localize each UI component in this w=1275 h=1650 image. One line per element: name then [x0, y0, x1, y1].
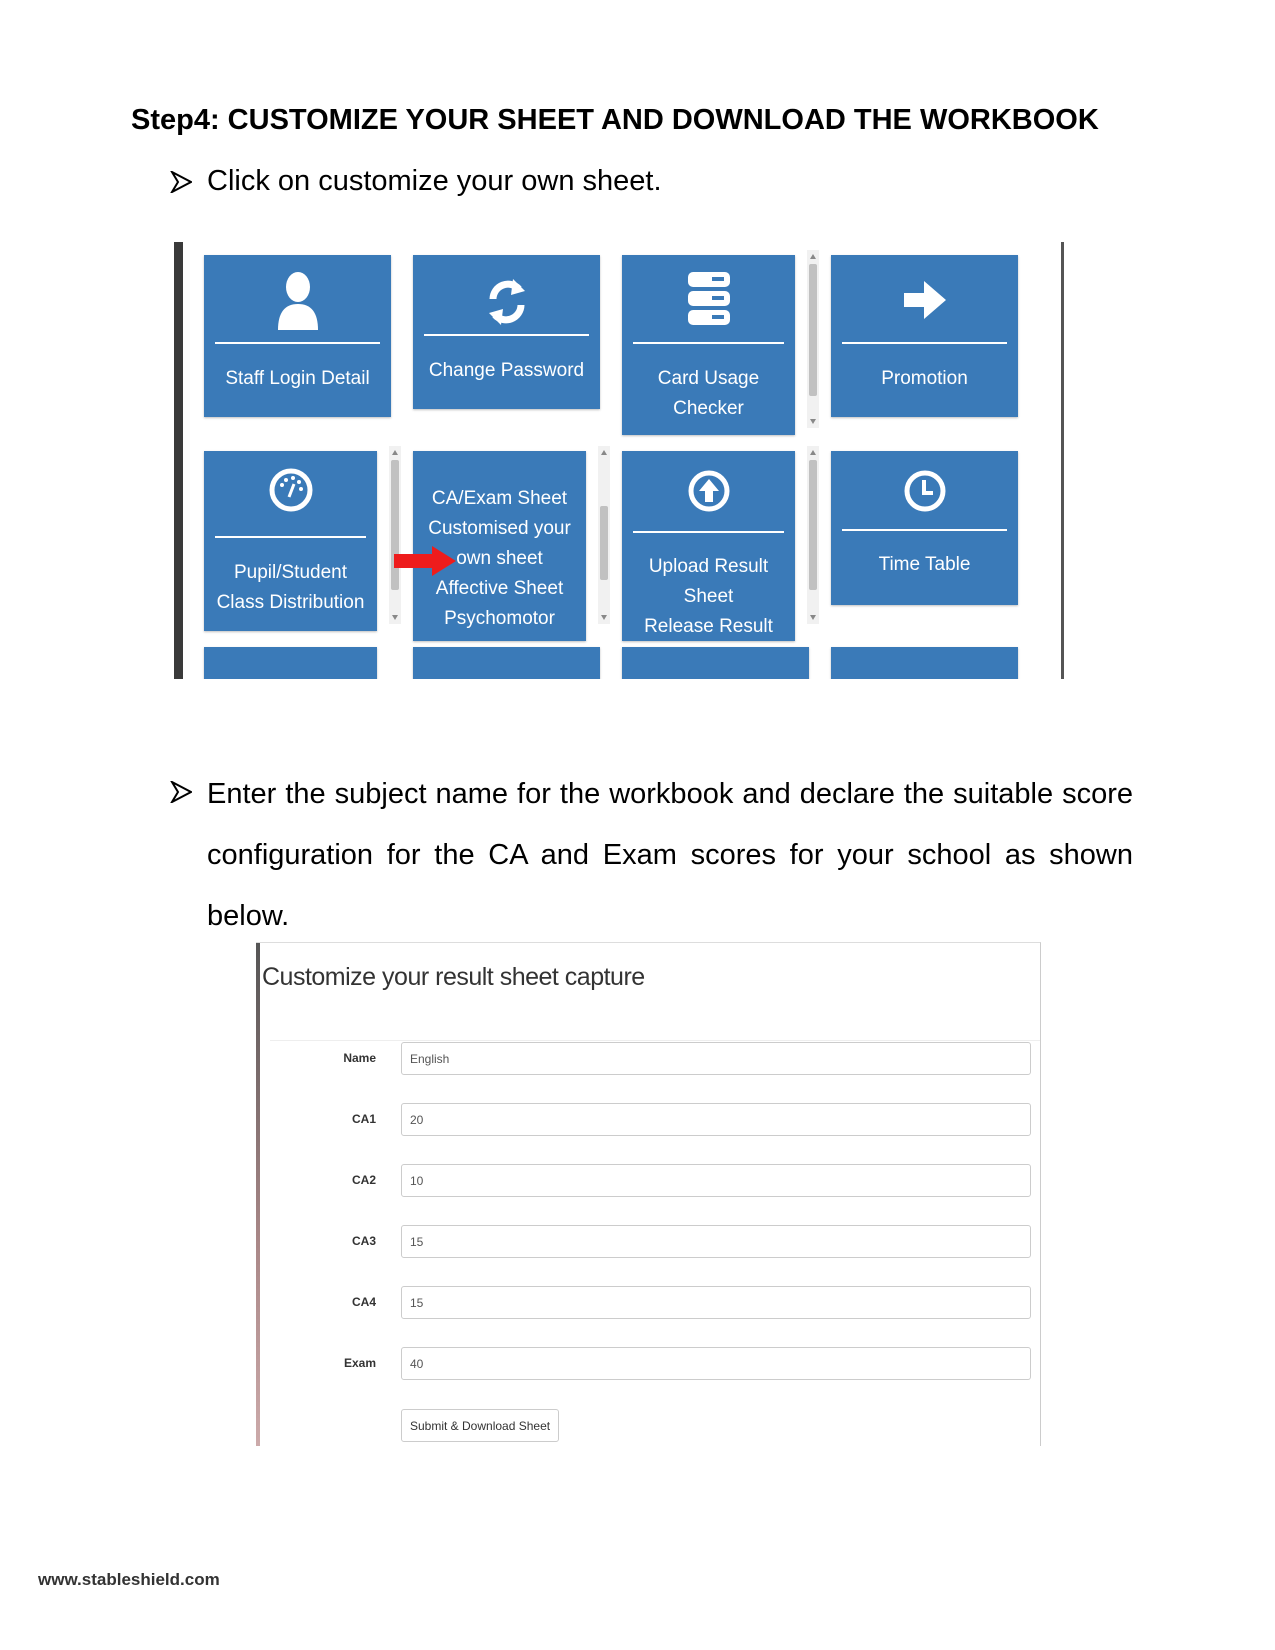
footer-url: www.stableshield.com	[38, 1570, 220, 1589]
menu-item-ca-exam-sheet[interactable]: CA/Exam Sheet	[431, 488, 568, 509]
tile-card-usage-checker[interactable]	[622, 255, 795, 435]
menu-item-psychomotor[interactable]: Psychomotor	[444, 608, 555, 629]
pointer-arrow-icon	[394, 546, 456, 576]
dashboard-screenshot	[174, 242, 1064, 679]
form-row-ca3	[256, 1225, 1041, 1259]
tile-pupil-student-class-distribution[interactable]	[204, 451, 377, 631]
server-icon	[686, 270, 732, 328]
tile-staff-login-detail[interactable]	[204, 255, 391, 417]
tile-label: Change Password	[428, 360, 585, 381]
step-heading: Step4: CUSTOMIZE YOUR SHEET AND DOWNLOAD THE WORKBOOK	[131, 104, 1099, 136]
field-label: Name	[343, 1051, 376, 1065]
tile-label: Sheet	[683, 586, 734, 607]
ca2-input[interactable]	[401, 1164, 1031, 1197]
tile-label: Upload Result	[648, 556, 769, 577]
tile-partial[interactable]	[622, 647, 809, 679]
tile-partial[interactable]	[831, 647, 1018, 679]
submit-download-button[interactable]: Submit & Download Sheet	[401, 1409, 559, 1442]
field-label: CA1	[351, 1112, 376, 1126]
bullet-item-1	[170, 165, 870, 205]
arrow-bullet-icon	[170, 171, 192, 193]
menu-item-customised-sheet[interactable]: Customised your	[428, 518, 571, 539]
form-row-exam	[256, 1347, 1041, 1381]
ca4-input[interactable]	[401, 1286, 1031, 1319]
menu-item-affective-sheet[interactable]: Affective Sheet	[435, 578, 564, 599]
field-label: Exam	[343, 1356, 376, 1370]
field-label: CA2	[351, 1173, 376, 1187]
scrollbar[interactable]	[389, 446, 401, 624]
dashboard-gauge-icon	[268, 467, 314, 513]
form-title: Customize your result sheet capture	[262, 963, 645, 991]
form-row-name	[256, 1042, 1041, 1076]
tile-label: Pupil/Student	[233, 562, 348, 583]
field-label: CA3	[351, 1234, 376, 1248]
ca1-input[interactable]	[401, 1103, 1031, 1136]
exam-input[interactable]	[401, 1347, 1031, 1380]
tile-promotion[interactable]	[831, 255, 1018, 417]
form-row-ca2	[256, 1164, 1041, 1198]
tile-partial[interactable]	[204, 647, 377, 679]
arrow-bullet-icon	[170, 781, 192, 803]
tile-label: Staff Login Detail	[225, 368, 370, 389]
tile-upload-result-sheet[interactable]	[622, 451, 795, 641]
field-label: CA4	[351, 1295, 376, 1309]
form-row-ca1	[256, 1103, 1041, 1137]
scrollbar[interactable]	[807, 250, 819, 428]
tile-partial[interactable]	[413, 647, 600, 679]
name-input[interactable]	[401, 1042, 1031, 1075]
tile-label: Card Usage	[657, 368, 760, 389]
upload-circle-icon	[687, 469, 731, 513]
bullet-text-2: Enter the subject name for the workbook and declare the suitable score configuration for the CA and Exam scores for your school as shown below.	[207, 778, 1133, 932]
bullet-text-1: Click on customize your own sheet.	[207, 165, 662, 197]
arrow-right-icon	[902, 277, 948, 323]
refresh-icon	[485, 275, 529, 329]
scrollbar[interactable]	[807, 446, 819, 624]
tile-label: Checker	[673, 398, 744, 419]
ca3-input[interactable]	[401, 1225, 1031, 1258]
user-icon	[274, 270, 322, 332]
tile-change-password[interactable]	[413, 255, 600, 409]
customize-form-screenshot	[256, 942, 1041, 1446]
scrollbar[interactable]	[598, 446, 610, 624]
clock-icon	[903, 469, 947, 513]
tile-label: Release Result	[644, 616, 773, 637]
tile-label: Time Table	[878, 554, 971, 575]
tile-label: Promotion	[881, 368, 968, 389]
tile-label: Class Distribution	[216, 592, 365, 613]
form-row-ca4	[256, 1286, 1041, 1320]
menu-item-customised-sheet-cont[interactable]: own sheet	[456, 548, 543, 569]
tile-time-table[interactable]	[831, 451, 1018, 605]
